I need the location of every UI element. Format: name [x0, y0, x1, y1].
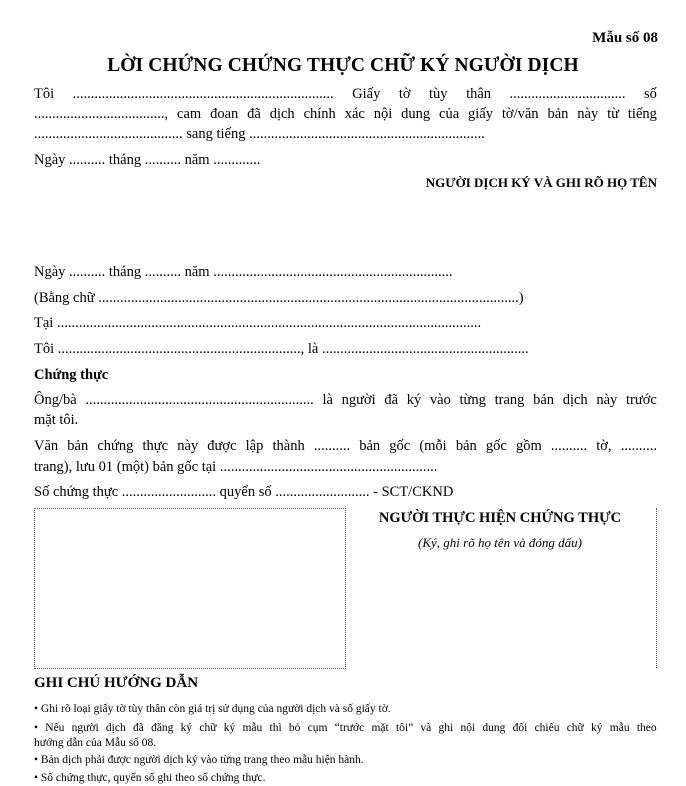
- certification-date-line: Ngày .......... tháng .......... năm ..................................................................: [34, 264, 453, 280]
- word: nội: [460, 722, 476, 734]
- word: Ông/bà: [34, 392, 77, 408]
- declaration-line-2: [34, 104, 657, 124]
- word: bản: [547, 106, 569, 122]
- word: mẫu: [609, 722, 630, 734]
- certifier-subtitle: (Ký, ghi rõ họ tên và đóng dấu): [418, 535, 582, 550]
- certification-copies-line-1: [34, 436, 657, 456]
- word: đoan: [210, 106, 239, 122]
- word: người: [71, 722, 99, 734]
- word: cam: [177, 106, 202, 122]
- word: là: [322, 392, 333, 408]
- word: ghi: [438, 722, 454, 734]
- word: dịch: [105, 722, 126, 734]
- word: bỏ: [288, 722, 301, 734]
- word: trang: [494, 392, 525, 408]
- word: chứng: [97, 438, 134, 454]
- word: thì: [269, 722, 282, 734]
- word: dung: [482, 722, 506, 734]
- word: ký: [180, 722, 193, 734]
- word: bản: [359, 438, 381, 454]
- word: tôi”: [395, 722, 414, 734]
- word: chữ: [566, 722, 584, 734]
- word: đối: [512, 722, 528, 734]
- word: từ: [607, 106, 619, 122]
- word: trước: [626, 392, 657, 408]
- word: ...............................................................: [85, 392, 314, 408]
- note-item-2-line-1: [34, 721, 657, 736]
- word: Nếu: [45, 722, 65, 734]
- word: mặt: [371, 722, 389, 734]
- word: ký: [223, 722, 236, 734]
- word: gồm: [515, 438, 542, 454]
- word: gốc: [389, 438, 411, 454]
- page-title: LỜI CHỨNG CHỨNG THỰC CHỮ KÝ NGƯỜI DỊCH: [107, 55, 579, 76]
- word: giấy: [468, 106, 493, 122]
- certification-copies-line-2: trang), lưu 01 (một) bản gốc tại ............................................................: [34, 459, 438, 475]
- note-item-4: • Số chứng thực, quyển số ghi theo sổ chứng thực.: [34, 772, 266, 784]
- word: “trước: [334, 722, 365, 734]
- word: chữ: [199, 722, 217, 734]
- word: xác: [344, 106, 365, 122]
- word: thành: [272, 438, 305, 454]
- word: thực: [142, 438, 169, 454]
- word: ..........: [550, 438, 588, 454]
- word: đã: [132, 722, 144, 734]
- word: (mỗi: [419, 438, 447, 454]
- word: Văn: [34, 438, 59, 454]
- word: ..........: [620, 438, 657, 454]
- word: dịch: [269, 106, 295, 122]
- word: nội: [373, 106, 393, 122]
- certification-heading: Chứng thực: [34, 367, 109, 383]
- word: bản: [533, 392, 555, 408]
- word: tờ/văn: [501, 106, 539, 122]
- word: lập: [245, 438, 264, 454]
- word: ................................: [509, 86, 626, 102]
- word: đã: [384, 392, 399, 408]
- word: thân: [466, 86, 492, 102]
- word: cụm: [307, 722, 328, 734]
- certification-place: Tại .....................................................................................................................: [34, 315, 482, 331]
- word: tùy: [429, 86, 448, 102]
- word: dịch: [562, 392, 588, 408]
- note-item-2-line-2: hướng dẫn của Mẫu số 08.: [34, 737, 157, 749]
- word: mẫu: [242, 722, 263, 734]
- word: đã: [247, 106, 261, 122]
- signature-area-border: [656, 508, 657, 668]
- certification-official: Tôi ..................................................................., là .........................................................: [34, 341, 529, 357]
- form-number: Mẫu số 08: [592, 30, 658, 46]
- certification-in-words: (Bằng chữ ....................................................................................................................): [34, 290, 524, 306]
- word: bản: [455, 438, 477, 454]
- note-item-2: [34, 721, 657, 751]
- word: người: [341, 392, 376, 408]
- word: chiếu: [534, 722, 560, 734]
- translator-signature-caption: NGƯỜI DỊCH KÝ VÀ GHI RÕ HỌ TÊN: [425, 175, 657, 190]
- word: gốc: [485, 438, 507, 454]
- notes-heading: GHI CHÚ HƯỚNG DẪN: [34, 675, 199, 691]
- stamp-box: [34, 508, 346, 669]
- word: theo: [636, 722, 657, 734]
- certification-person-line-2: mặt tôi.: [34, 412, 79, 428]
- certification-number-line: Số chứng thực .......................... quyển số .......................... - SCT/CKND: [34, 484, 454, 500]
- word: chính: [303, 106, 336, 122]
- word: tờ,: [596, 438, 612, 454]
- word: từng: [459, 392, 486, 408]
- certification-person-line-1: [34, 390, 657, 410]
- word: số: [644, 86, 657, 102]
- word: •: [34, 722, 39, 734]
- word: được: [207, 438, 237, 454]
- word: này: [596, 392, 618, 408]
- word: tiếng: [627, 106, 657, 122]
- word: vào: [429, 392, 451, 408]
- declaration-date-line: Ngày .......... tháng .......... năm .............: [34, 152, 261, 168]
- word: ..........: [313, 438, 351, 454]
- word: ........................................................................: [72, 86, 334, 102]
- word: ....................................,: [34, 106, 169, 122]
- word: của: [439, 106, 460, 122]
- declaration-line-1: [34, 84, 657, 104]
- word: Tôi: [34, 86, 55, 102]
- word: này: [177, 438, 199, 454]
- word: đăng: [151, 722, 174, 734]
- note-item-1: • Ghi rõ loại giấy tờ tùy thân còn giá trị sử dụng của người dịch và số giấy tờ.: [34, 703, 391, 715]
- word: ký: [591, 722, 603, 734]
- certifier-title: NGƯỜI THỰC HIỆN CHỨNG THỰC: [378, 510, 622, 526]
- word: này: [577, 106, 599, 122]
- word: ký: [406, 392, 422, 408]
- word: Giấy: [352, 86, 381, 102]
- word: tờ: [398, 86, 411, 102]
- declaration-line-3: ......................................... sang tiếng .................................................................: [34, 126, 485, 142]
- word: dung: [401, 106, 431, 122]
- word: và: [420, 722, 432, 734]
- word: bản: [67, 438, 89, 454]
- note-item-3: • Bản dịch phải được người dịch ký vào từng trang theo mẫu hiện hành.: [34, 754, 364, 766]
